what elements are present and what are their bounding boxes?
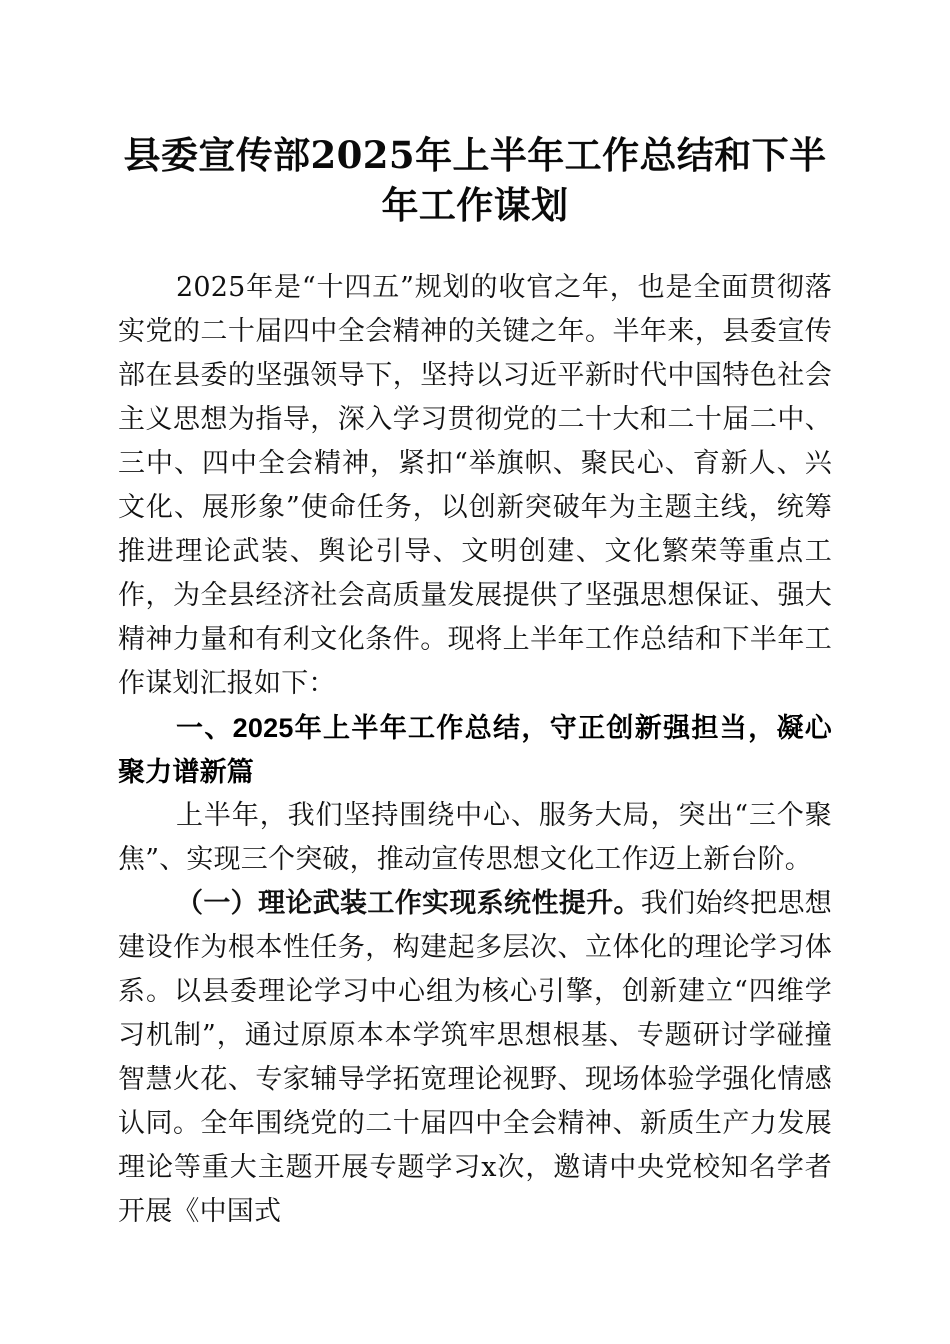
subsection-one-heading: （一）理论武装工作实现系统性提升。 bbox=[176, 888, 641, 919]
document-body bbox=[118, 0, 832, 1234]
subsection-one-body: 我们始终把思想建设作为根本性任务，构建起多层次、立体化的理论学习体系。以县委理论学习中心组为核心引擎，创新建立“四维学习机制”，通过原原本本学筑牢思想根基、专题研讨学碰撞智慧火花、专家辅导学拓宽理论视野、现场体验学强化情感认同。全年围绕党的二十届四中全会精神、新质生产力发展理论等重大主题开展专题学习x次，邀请中央党校知名学者开展《中国式 bbox=[118, 888, 832, 1227]
subsection-one-paragraph bbox=[118, 882, 832, 1234]
page-title bbox=[118, 0, 832, 230]
page-title-line-1: 县委宣传部2025年上半年工作总结和下半年 bbox=[123, 133, 827, 227]
section-one-lead-paragraph: 上半年，我们坚持围绕中心、服务大局，突出“三个聚焦”、实现三个突破，推动宣传思想文化工作迈上新台阶。 bbox=[118, 800, 832, 875]
section-heading-one: 一、2025年上半年工作总结，守正创新强担当，凝心聚力谱新篇 bbox=[118, 713, 832, 787]
intro-paragraph: 2025年是“十四五”规划的收官之年，也是全面贯彻落实党的二十届四中全会精神的关键之年。半年来，县委宣传部在县委的坚强领导下，坚持以习近平新时代中国特色社会主义思想为指导，深入学习贯彻党的二十大和二十届二中、三中、四中全会精神，紧扣“举旗帜、聚民心、育新人、兴文化、展形象”使命任务，以创新突破年为主题主线，统筹推进理论武装、舆论引导、文明创建、文化繁荣等重点工作，为全县经济社会高质量发展提供了坚强思想保证、强大精神力量和有利文化条件。现将上半年工作总结和下半年工作谋划汇报如下： bbox=[118, 272, 832, 699]
page-title-line-2: 工作谋划 bbox=[418, 183, 569, 227]
